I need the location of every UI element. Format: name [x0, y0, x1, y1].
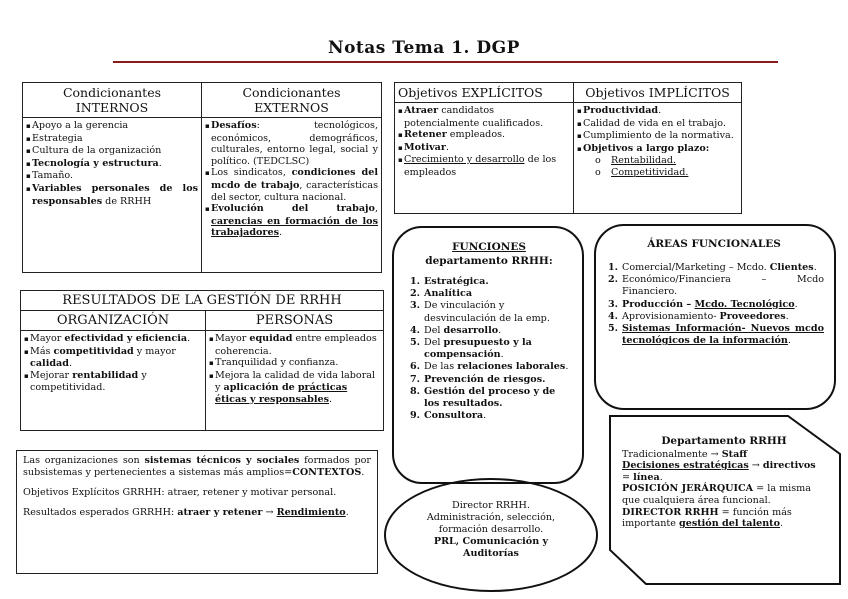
departamento-line: Decisiones estratégicas → directivos = línea.: [622, 460, 816, 483]
list-item: o Competitividad.: [595, 166, 689, 178]
list-item: ▪ Desafíos: tecnológicos, económicos, demográficos, culturales, entorno legal, social y político. (TEDCLSC): [205, 120, 378, 167]
areas-funcionales-list: [604, 262, 824, 347]
list-item: ▪ Mejorar rentabilidad y competitividad.: [24, 370, 202, 394]
list-item: 5. Sistemas Información- Nuevos mcdo tecnológicos de la información.: [607, 323, 824, 347]
resultados-personas-header: PERSONAS: [206, 311, 384, 331]
departamento-title: Departamento RRHH: [661, 435, 787, 447]
list-item: ▪ Variables personales de los responsables de RRHH: [26, 183, 198, 207]
resultados-personas-list: [206, 331, 384, 431]
sistemas-paragraph: Las organizaciones son sistemas técnicos y sociales formados por subsistemas y pertenecientes a sistemas más amplios=CONTEXTOS.: [23, 455, 371, 478]
sistemas-note-box: [16, 450, 378, 574]
departamento-line: DIRECTOR RRHH = función más importante gestión del talento.: [622, 506, 792, 530]
list-item: 8. Gestión del proceso y de los resultados.: [409, 385, 556, 410]
objetivos-table: [394, 82, 742, 214]
list-item: ▪ Motivar.: [398, 142, 570, 155]
director-functions: Administración, selección, formación desarrollo.: [426, 512, 556, 535]
resultados-title: RESULTADOS DE LA GESTIÓN DE RRHH: [21, 291, 384, 311]
areas-funcionales-box: [594, 224, 836, 410]
objetivos-explicitos-header: Objetivos EXPLÍCITOS: [395, 83, 574, 103]
list-item: 7. Prevención de riesgos.: [409, 373, 546, 385]
list-item: 3. Producción – Mcdo. Tecnológico.: [607, 298, 798, 310]
list-item: 4. Aprovisionamiento- Proveedores.: [607, 310, 789, 322]
list-item: 2. Económico/Financiera – Mcdo Financiero.: [607, 274, 824, 298]
list-item: ▪ Atraer candidatos potencialmente cualificados.: [398, 105, 570, 129]
list-item: 9. Consultora.: [409, 410, 487, 422]
list-item: ▪ Mayor equidad entre empleados coherencia.: [209, 333, 380, 357]
resultados-organizacion-list: [21, 331, 206, 431]
director-functions-bold: PRL, Comunicación y Auditorías: [433, 536, 549, 559]
title-divider: [113, 61, 778, 63]
list-item: 2. Analítica: [409, 288, 473, 300]
list-item: ▪ Evolución del trabajo, carencias en formación de los trabajadores.: [205, 203, 378, 239]
list-item: ▪ Estrategia: [26, 133, 198, 146]
list-item: ▪ Tecnología y estructura.: [26, 158, 198, 171]
list-item: 6. De las relaciones laborales.: [409, 361, 569, 373]
list-item: 5. Del presupuesto y la compensación.: [409, 337, 532, 361]
list-item: ▪ Cumplimiento de la normativa.: [577, 130, 738, 143]
list-item: ▪ Apoyo a la gerencia: [26, 120, 198, 133]
objetivos-explicitos-list: [395, 103, 574, 214]
condicionantes-table: [22, 82, 382, 273]
list-item: 3. De vinculación y desvinculación de la emp.: [409, 300, 550, 324]
list-item: ▪ Mejora la calidad de vida laboral y aplicación de prácticas éticas y responsables.: [209, 370, 380, 406]
funciones-box: [392, 226, 584, 484]
departamento-rrhh-box: [622, 436, 826, 530]
list-item: ▪ Tamaño.: [26, 170, 198, 183]
page-title: Notas Tema 1. DGP: [328, 38, 520, 58]
list-item: ▪ Los sindicatos, condiciones del mcdo de trabajo, características del sector, cultura nacional.: [205, 167, 378, 203]
director-title: Director RRHH.: [452, 500, 530, 511]
areas-funcionales-title: ÁREAS FUNCIONALES: [647, 238, 781, 250]
list-item: ▪ Crecimiento y desarrollo de los empleados: [398, 154, 570, 178]
resultados-esperados-paragraph: Resultados esperados GRRHH: atraer y retener → Rendimiento.: [23, 507, 349, 518]
departamento-line: Tradicionalmente → Staff: [622, 448, 748, 460]
director-ellipse: [384, 478, 598, 592]
objetivos-implicitos-list: [574, 103, 742, 214]
resultados-organizacion-header: ORGANIZACIÓN: [21, 311, 206, 331]
condicionantes-internos-header: Condicionantes INTERNOS: [23, 83, 202, 118]
departamento-line: POSICIÓN JERÁRQUICA = la misma que cualquiera área funcional.: [622, 483, 811, 506]
funciones-subtitle: departamento RRHH:: [425, 255, 553, 267]
objetivos-implicitos-header: Objetivos IMPLÍCITOS: [574, 83, 742, 103]
list-item: ▪ Calidad de vida en el trabajo.: [577, 118, 738, 131]
condicionantes-internos-list: [23, 118, 202, 273]
list-item: 4. Del desarrollo.: [409, 324, 502, 336]
list-item: ▪ Objetivos a largo plazo:: [577, 143, 738, 156]
list-item: 1. Comercial/Marketing – Mcdo. Clientes.: [607, 262, 817, 273]
list-item: ▪ Tranquilidad y confianza.: [209, 357, 380, 370]
condicionantes-externos-list: [202, 118, 382, 273]
resultados-table: [20, 290, 384, 431]
list-item: ▪ Cultura de la organización: [26, 145, 198, 158]
condicionantes-externos-header: Condicionantes EXTERNOS: [202, 83, 382, 118]
list-item: 1. Estratégica.: [409, 276, 489, 287]
funciones-title: FUNCIONES: [452, 241, 526, 253]
list-item: o Rentabilidad.: [595, 155, 677, 167]
objetivos-explicitos-paragraph: Objetivos Explícitos GRRHH: atraer, retener y motivar personal.: [23, 487, 337, 498]
list-item: ▪ Productividad.: [577, 105, 738, 118]
funciones-list: [406, 276, 572, 422]
list-item: ▪ Mayor efectividad y eficiencia.: [24, 333, 202, 346]
list-item: ▪ Más competitividad y mayor calidad.: [24, 346, 202, 370]
list-item: ▪ Retener empleados.: [398, 129, 570, 142]
